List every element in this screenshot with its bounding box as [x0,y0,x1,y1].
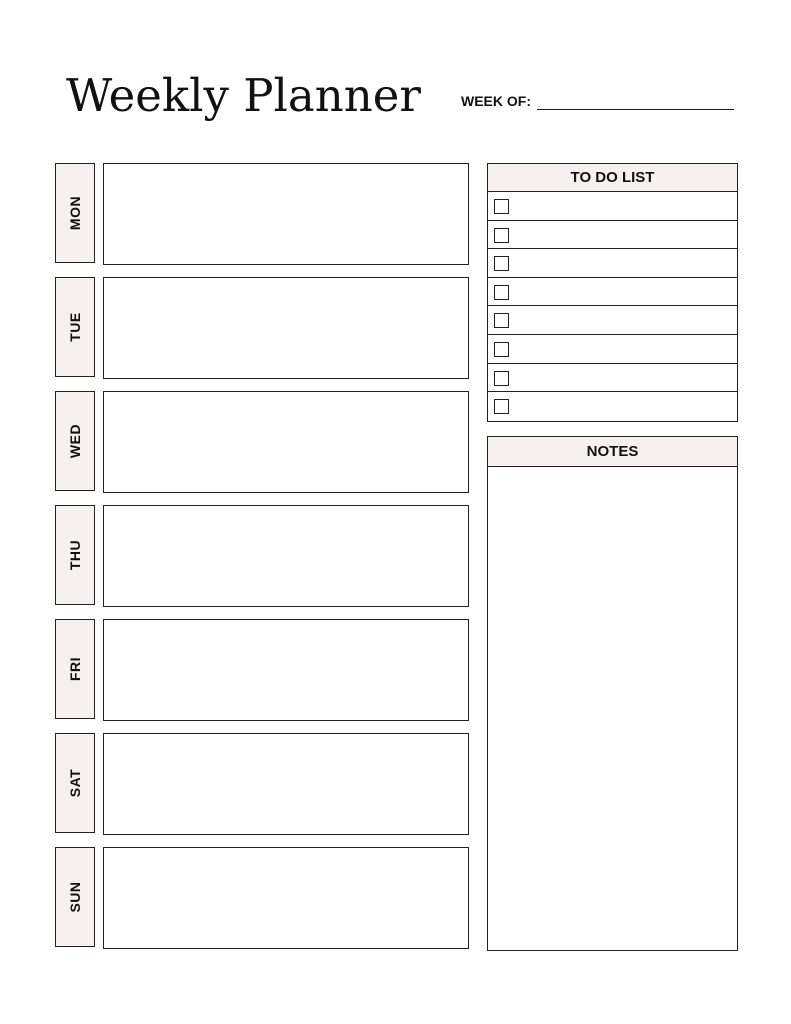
day-label-text: TUE [67,312,83,342]
day-label-text: WED [67,423,83,459]
day-label-text: SAT [67,768,83,798]
day-label-sun [55,847,95,947]
todo-item[interactable] [488,364,737,393]
day-label-sat [55,733,95,833]
week-of-label: WEEK OF: [461,93,531,109]
day-box-tue[interactable] [103,277,469,379]
day-label-text: FRI [67,656,83,682]
checkbox-icon[interactable] [494,313,509,328]
checkbox-icon[interactable] [494,399,509,414]
day-label-text: MON [67,195,83,231]
todo-item[interactable] [488,335,737,364]
todo-list [487,163,738,422]
page-title: Weekly Planner [66,69,421,122]
checkbox-icon[interactable] [494,285,509,300]
todo-header: TO DO LIST [488,164,737,192]
day-label-mon [55,163,95,263]
day-box-sun[interactable] [103,847,469,949]
checkbox-icon[interactable] [494,342,509,357]
checkbox-icon[interactable] [494,371,509,386]
week-of-field[interactable] [537,109,734,110]
day-box-wed[interactable] [103,391,469,493]
todo-item[interactable] [488,221,737,250]
notes-section[interactable] [487,436,738,951]
day-label-tue [55,277,95,377]
day-label-text: SUN [67,881,83,913]
day-label-text: THU [67,539,83,571]
day-box-mon[interactable] [103,163,469,265]
todo-item[interactable] [488,249,737,278]
notes-header: NOTES [488,437,737,467]
day-box-thu[interactable] [103,505,469,607]
todo-item[interactable] [488,392,737,421]
todo-item[interactable] [488,278,737,307]
day-box-fri[interactable] [103,619,469,721]
checkbox-icon[interactable] [494,228,509,243]
todo-item[interactable] [488,192,737,221]
day-label-wed [55,391,95,491]
day-label-fri [55,619,95,719]
todo-item[interactable] [488,306,737,335]
checkbox-icon[interactable] [494,256,509,271]
checkbox-icon[interactable] [494,199,509,214]
day-label-thu [55,505,95,605]
day-box-sat[interactable] [103,733,469,835]
